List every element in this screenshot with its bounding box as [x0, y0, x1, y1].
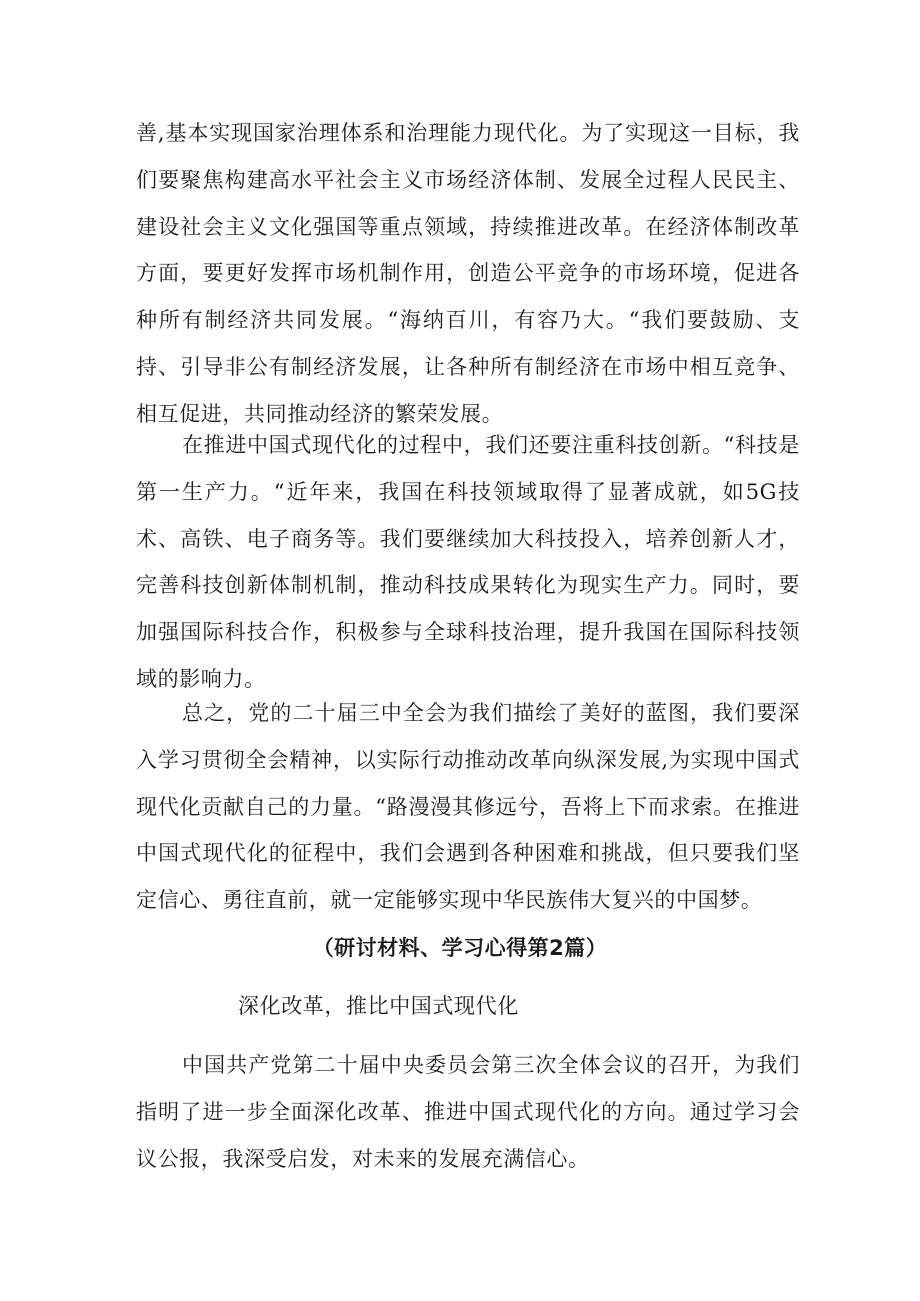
section-heading: （研讨材料、学习心得第2篇） — [312, 936, 608, 960]
paragraph-closing: 中国共产党第二十届中央委员会第三次全体会议的召开，为我们指明了进一步全面深化改革、推进中国式现代化的方向。通过学习会议公报，我深受启发，对未来的发展充满信心。 — [136, 1053, 800, 1171]
paragraph-reform-goals: 善,基本实现国家治理体系和治理能力现代化。为了实现这一目标，我们要聚焦构建高水平社会主义市场经济体制、发展全过程人民民主、建设社会主义文化强国等重点领域，持续推进改革。在经济体制改革方面，要更好发挥市场机制作用，创造公平竞争的市场环境，促进各种所有制经济共同发展。“海纳百川，有容乃大。“我们要鼓励、支持、引导非公有制经济发展，让各种所有制经济在市场中相互竞争、相互促进，共同推动经济的繁荣发展。 — [136, 121, 800, 426]
paragraph-conclusion: 总之，党的二十届三中全会为我们描绘了美好的蓝图，我们要深入学习贯彻全会精神，以实际行动推动改革向纵深发展,为实现中国式现代化贡献自己的力量。“路漫漫其修远兮，吾将上下而求索。在推进中国式现代化的征程中，我们会遇到各种困难和挑战，但只要我们坚定信心、勇往直前，就一定能够实现中华民族伟大复兴的中国梦。 — [136, 701, 800, 913]
article-subtitle: 深化改革，推比中国式现代化 — [238, 994, 519, 1018]
paragraph-tech-innovation: 在推进中国式现代化的过程中，我们还要注重科技创新。“科技是第一生产力。“近年来，我国在科技领域取得了显著成就，如5G技术、高铁、电子商务等。我们要继续加大科技投入，培养创新人才，完善科技创新体制机制，推动科技成果转化为现实生产力。同时，要加强国际科技合作，积极参与全球科技治理，提升我国在国际科技领域的影响力。 — [136, 433, 800, 691]
